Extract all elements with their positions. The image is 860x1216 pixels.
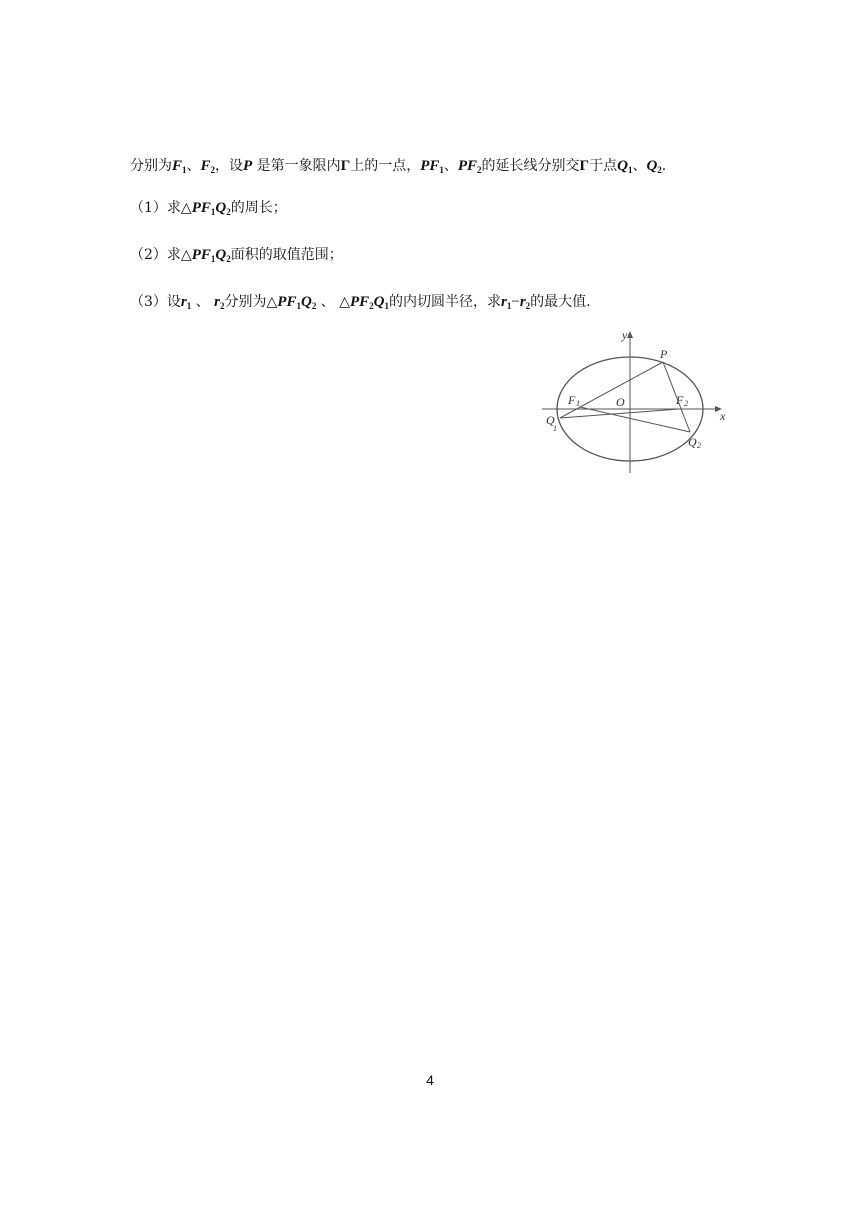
math-r1: $r_1$ (180, 294, 192, 311)
math-r1-minus-r2: $r_1-r_2$ (501, 294, 531, 311)
segment-F1-Q2 (580, 407, 690, 432)
math-Q2: $Q_2$ (646, 158, 662, 175)
math-PF2Q1: $PF_2Q_1$ (350, 294, 390, 311)
ellipse-diagram (536, 326, 736, 476)
math-Gamma: Γ (340, 158, 351, 174)
segment-Q1-F2 (560, 409, 679, 418)
math-PF1Q2: $PF_1Q_2$ (191, 200, 231, 217)
question-3: （3）设$r_1$ 、 $r_2$分别为$\triangle PF_1Q_2$ 、 $\triangle PF_2Q_1$的内切圆半径，求$r_1-r_2$的最大值. (130, 294, 591, 311)
point-F2-label: F (676, 393, 684, 407)
x-axis-label: x (720, 409, 726, 423)
math-P: P (243, 158, 253, 174)
math-PF1: $PF_1$ (420, 158, 444, 175)
y-axis-arrow (627, 331, 633, 338)
point-Q1-sub: 1 (553, 424, 557, 433)
problem-intro: 分别为$F_1$、$F_2$，设P 是第一象限内Γ上的一点，$PF_1$、$PF_2$的延长线分别交Γ于点$Q_1$、$Q_2$. (130, 158, 667, 175)
point-Q1-label: Q (546, 413, 555, 427)
math-r2: $r_2$ (214, 294, 225, 311)
math-PF1Q2: $PF_1Q_2$ (191, 247, 231, 264)
intro-text: 分别为 (130, 158, 172, 174)
math-F1: $F_1$ (172, 158, 187, 175)
point-Q2-sub: 2 (697, 441, 701, 450)
point-F1-label: F (568, 393, 576, 407)
math-PF1Q2: $PF_1Q_2$ (277, 294, 317, 311)
math-Gamma-2: Γ (579, 158, 590, 174)
segment-P-Q1 (560, 362, 663, 418)
point-F1-sub: 1 (576, 399, 580, 408)
origin-label: O (616, 395, 625, 409)
math-PF2: $PF_2$ (457, 158, 482, 175)
math-F2: $F_2$ (200, 158, 216, 175)
point-P-label: P (660, 347, 668, 361)
point-Q2-label: Q (688, 435, 697, 449)
page-number: 4 (426, 1072, 434, 1088)
point-F2-sub: 2 (684, 399, 688, 408)
math-Q1: $Q_1$ (617, 158, 633, 175)
question-1: （1）求$\triangle PF_1Q_2$的周长； (130, 200, 287, 217)
y-axis-label: y (622, 328, 628, 342)
question-2: （2）求$\triangle PF_1Q_2$面积的取值范围； (130, 247, 343, 264)
